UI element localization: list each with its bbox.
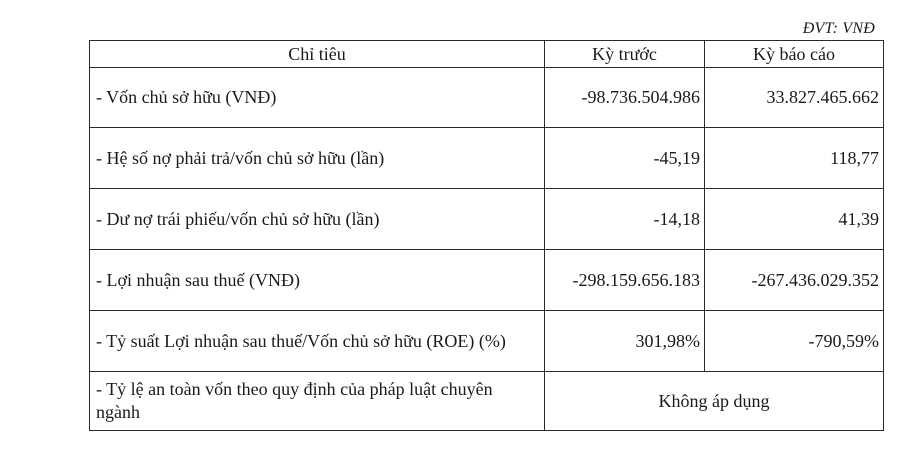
merged-value: Không áp dụng xyxy=(545,372,884,431)
header-previous-period: Kỳ trước xyxy=(545,41,705,68)
previous-value: -98.736.504.986 xyxy=(545,68,705,128)
row-label: - Dư nợ trái phiếu/vốn chủ sở hữu (lần) xyxy=(90,189,545,250)
table-header-row xyxy=(90,41,884,68)
current-value: 33.827.465.662 xyxy=(705,68,884,128)
previous-value: -14,18 xyxy=(545,189,705,250)
current-value: 41,39 xyxy=(705,189,884,250)
row-label: - Vốn chủ sở hữu (VNĐ) xyxy=(90,68,545,128)
row-label: - Hệ số nợ phải trả/vốn chủ sở hữu (lần) xyxy=(90,128,545,189)
current-value: -790,59% xyxy=(705,311,884,372)
row-label: - Lợi nhuận sau thuế (VNĐ) xyxy=(90,250,545,311)
previous-value: -298.159.656.183 xyxy=(545,250,705,311)
table-row xyxy=(90,128,884,189)
table-row xyxy=(90,68,884,128)
row-label-line-1: - Tỷ lệ an toàn vốn theo quy định của pháp luật chuyên xyxy=(96,379,493,399)
row-label-line-2: ngành xyxy=(96,402,140,422)
unit-label: ĐVT: VNĐ xyxy=(802,20,875,37)
current-value: -267.436.029.352 xyxy=(705,250,884,311)
table-row xyxy=(90,311,884,372)
current-value: 118,77 xyxy=(705,128,884,189)
header-indicator: Chỉ tiêu xyxy=(90,41,545,68)
table-row xyxy=(90,250,884,311)
row-label: - Tỷ suất Lợi nhuận sau thuế/Vốn chủ sở hữu (ROE) (%) xyxy=(90,311,545,372)
header-reporting-period: Kỳ báo cáo xyxy=(705,41,884,68)
financial-indicators-table xyxy=(89,40,884,431)
row-label xyxy=(90,372,545,431)
previous-value: 301,98% xyxy=(545,311,705,372)
table-row xyxy=(90,189,884,250)
previous-value: -45,19 xyxy=(545,128,705,189)
table-row xyxy=(90,372,884,431)
